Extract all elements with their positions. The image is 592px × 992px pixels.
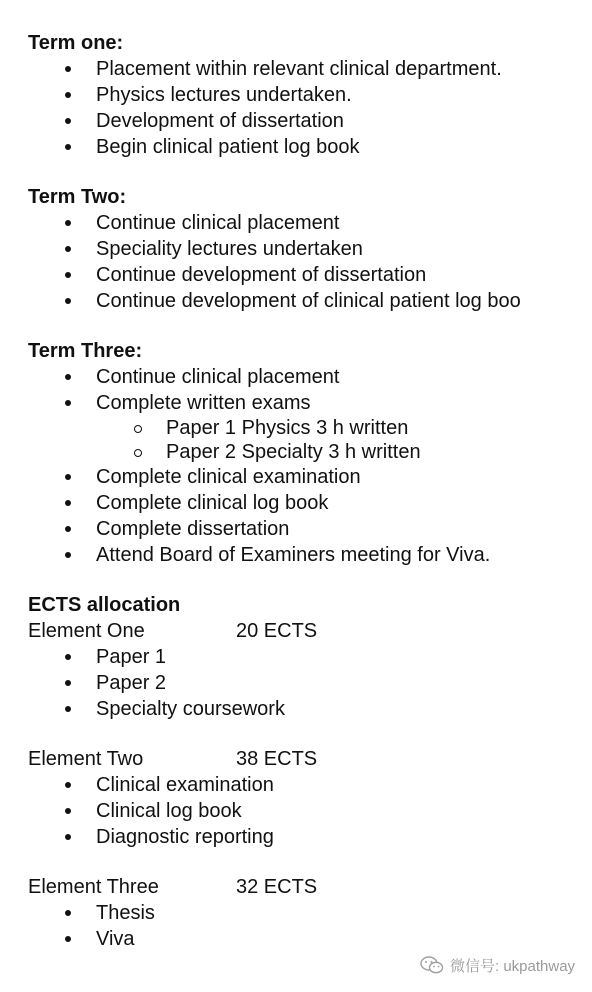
list-item: Complete dissertation [28, 516, 568, 542]
list-item: Complete clinical examination [28, 464, 568, 490]
list-item: Continue development of clinical patient log boo [28, 288, 544, 314]
element-three-block [28, 874, 568, 952]
list-item: Thesis [28, 900, 568, 926]
list-item: Development of dissertation [28, 108, 568, 134]
term-two-section [28, 184, 568, 314]
term-one-heading: Term one: [28, 32, 124, 54]
list-item: Paper 1 [28, 644, 568, 670]
element-name: Element Three [28, 876, 159, 898]
element-credits: 38 ECTS [236, 748, 318, 770]
list-item: Clinical log book [28, 798, 568, 824]
sub-list-item: Paper 1 Physics 3 h written [28, 416, 568, 440]
term-two-list [28, 210, 568, 314]
list-item: Begin clinical patient log book [28, 134, 568, 160]
wechat-icon [420, 956, 444, 974]
term-three-heading: Term Three: [28, 340, 143, 362]
term-one-section [28, 30, 568, 160]
list-item: Placement within relevant clinical department. [28, 56, 568, 82]
term-three-list [28, 364, 568, 568]
list-item: Complete clinical log book [28, 490, 568, 516]
ects-heading: ECTS allocation [28, 594, 181, 616]
element-two-row [28, 746, 568, 772]
list-item: Clinical examination [28, 772, 568, 798]
element-name: Element One [28, 620, 145, 642]
element-credits: 32 ECTS [236, 876, 318, 898]
term-two-heading: Term Two: [28, 186, 127, 208]
sub-list-item: Paper 2 Specialty 3 h written [28, 440, 568, 464]
list-item: Paper 2 [28, 670, 568, 696]
element-two-list [28, 772, 568, 850]
term-one-list [28, 56, 568, 160]
list-item: Complete written exams [28, 390, 568, 416]
element-credits: 20 ECTS [236, 620, 318, 642]
list-item: Continue development of dissertation [28, 262, 568, 288]
document-page [28, 30, 568, 952]
watermark-text: 微信号: ukpathway [450, 957, 576, 975]
ects-allocation-section [28, 592, 568, 952]
element-three-list [28, 900, 568, 952]
element-name: Element Two [28, 748, 144, 770]
term-three-section [28, 338, 568, 568]
list-item: Speciality lectures undertaken [28, 236, 568, 262]
element-one-row [28, 618, 568, 644]
element-one-block [28, 618, 568, 722]
element-one-list [28, 644, 568, 722]
element-three-row [28, 874, 568, 900]
list-item: Attend Board of Examiners meeting for Viva. [28, 542, 568, 568]
list-item: Physics lectures undertaken. [28, 82, 568, 108]
list-item: Specialty coursework [28, 696, 568, 722]
list-item: Viva [28, 926, 568, 952]
list-item: Diagnostic reporting [28, 824, 568, 850]
list-item: Continue clinical placement [28, 210, 568, 236]
watermark [420, 952, 575, 978]
list-item: Continue clinical placement [28, 364, 568, 390]
element-two-block [28, 746, 568, 850]
